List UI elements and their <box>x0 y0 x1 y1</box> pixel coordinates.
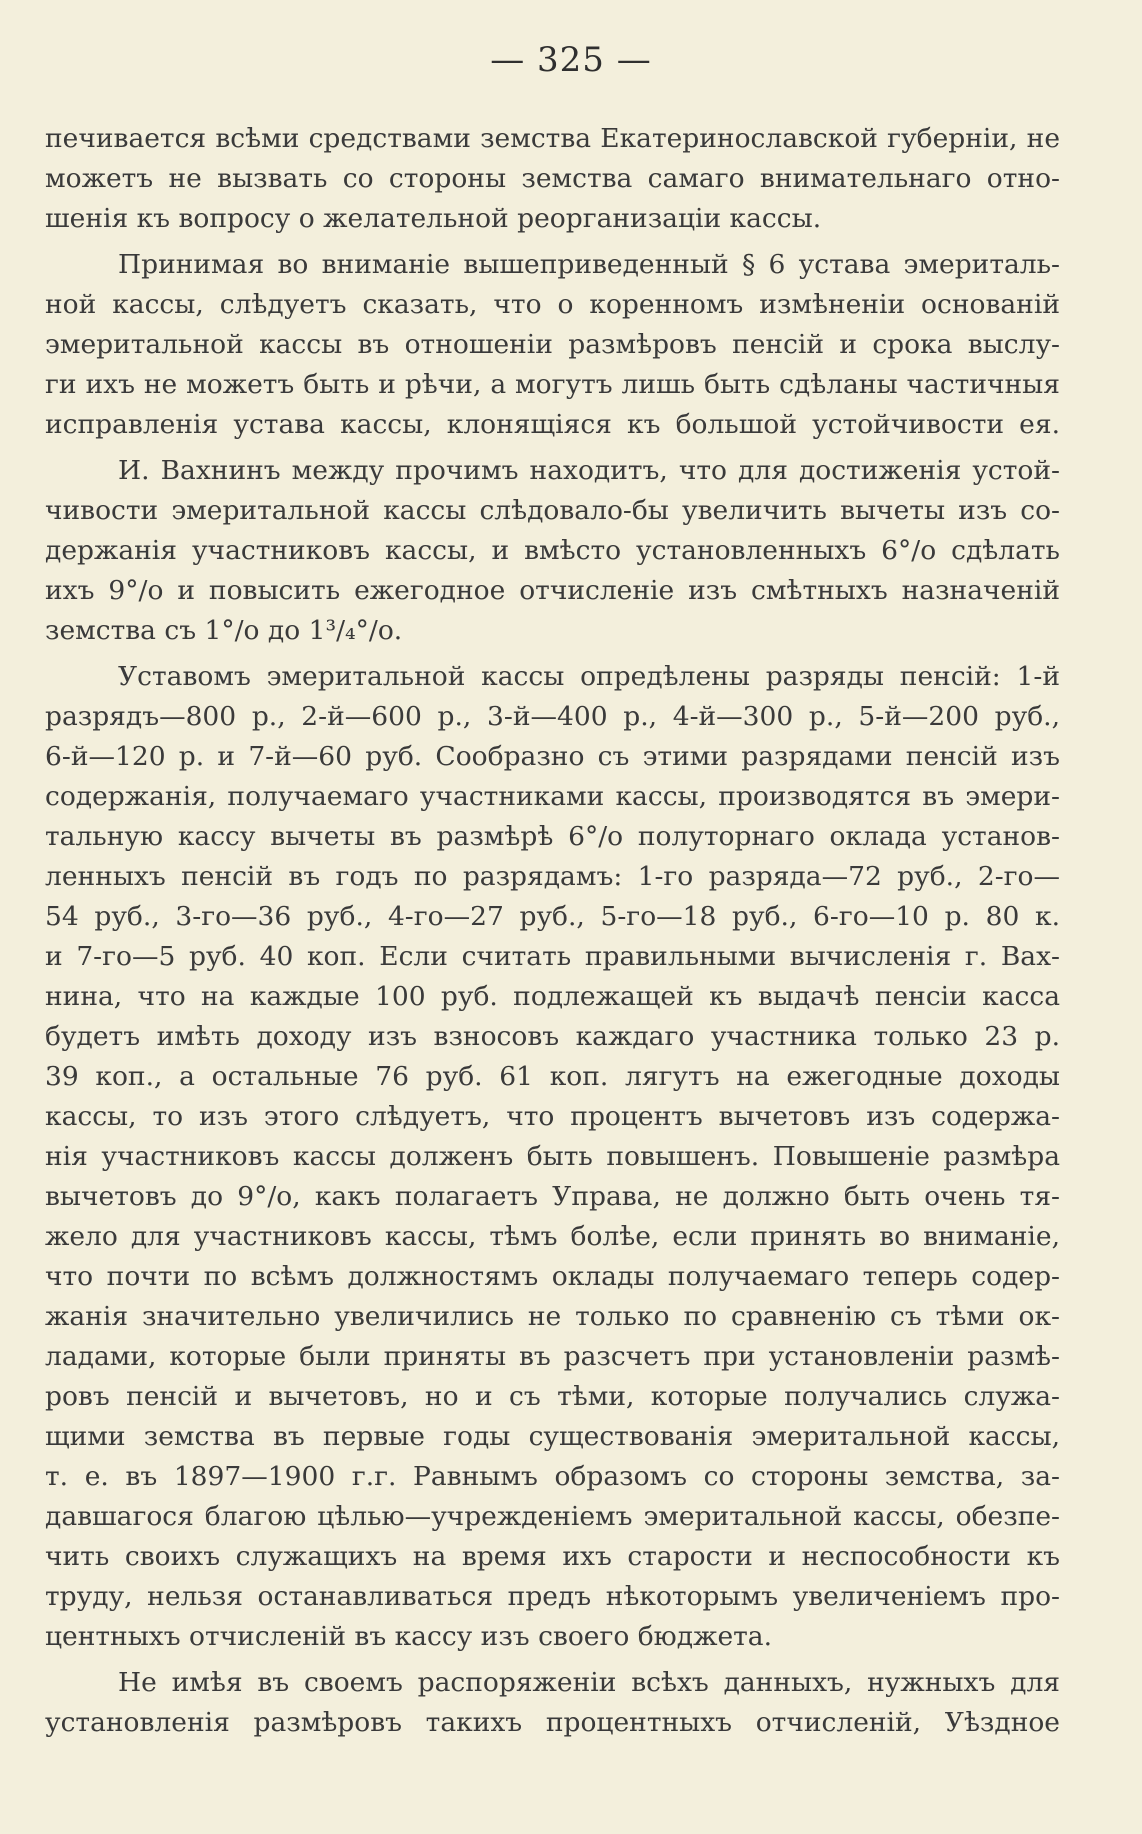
text-line: содержанія, получаемаго участниками кассы, производятся въ эмери- <box>45 781 1060 812</box>
text-line: ладами, которые были приняты въ разсчетъ при установленіи размѣ- <box>45 1341 1060 1372</box>
text-line: что почти по всѣмъ должностямъ оклады получаемаго теперь содер- <box>45 1261 1060 1292</box>
text-line: ги ихъ не можетъ быть и рѣчи, а могутъ лишь быть сдѣланы частичныя <box>45 369 1060 400</box>
text-line: вычетовъ до 9°/о, какъ полагаетъ Управа, не должно быть очень тя- <box>45 1181 1060 1212</box>
text-line: щими земства въ первые годы существованія эмеритальной кассы, <box>45 1421 1060 1452</box>
text-line: жанія значительно увеличились не только по сравненію съ тѣми ок- <box>45 1301 1060 1332</box>
paragraph <box>45 451 1060 651</box>
paragraph <box>45 119 1060 239</box>
text-line: 6-й—120 р. и 7-й—60 руб. Сообразно съ этими разрядами пенсій изъ <box>45 741 1060 772</box>
text-line: чить своихъ служащихъ на время ихъ старости и неспособности къ <box>45 1541 1060 1572</box>
text-line: Уставомъ эмеритальной кассы опредѣлены разряды пенсій: 1-й <box>118 661 1060 692</box>
text-line: Принимая во вниманіе вышеприведенный § 6 устава эмериталь- <box>118 249 1060 280</box>
text-line: 54 руб., 3-го—36 руб., 4-го—27 руб., 5-го—18 руб., 6-го—10 р. 80 к. <box>45 901 1060 932</box>
paragraph <box>45 657 1060 1657</box>
text-line: можетъ не вызвать со стороны земства самаго внимательнаго отно- <box>45 163 1060 194</box>
text-line: труду, нельзя останавливаться предъ нѣкоторымъ увеличеніемъ про- <box>45 1581 1060 1612</box>
text-line: тальную кассу вычеты въ размѣрѣ 6°/о полуторнаго оклада установ- <box>45 821 1060 852</box>
text-line: будетъ имѣть доходу изъ взносовъ каждаго участника только 23 р. <box>45 1021 1060 1052</box>
page-number: — 325 — <box>490 40 652 80</box>
text-line: шенія къ вопросу о желательной реорганизаціи кассы. <box>45 203 822 234</box>
text-line: т. е. въ 1897—1900 г.г. Равнымъ образомъ со стороны земства, за- <box>45 1461 1060 1492</box>
text-line: И. Вахнинъ между прочимъ находитъ, что для достиженія устой- <box>118 455 1060 486</box>
text-line: ихъ 9°/о и повысить ежегодное отчисленіе изъ смѣтныхъ назначеній <box>45 575 1060 606</box>
text-line: и 7-го—5 руб. 40 коп. Если считать правильными вычисленія г. Вах- <box>45 941 1060 972</box>
text-line: держанія участниковъ кассы, и вмѣсто установленныхъ 6°/о сдѣлать <box>45 535 1060 566</box>
text-line: разрядъ—800 р., 2-й—600 р., 3-й—400 р., 4-й—300 р., 5-й—200 руб., <box>45 701 1060 732</box>
paragraph <box>45 1663 1060 1743</box>
text-line: Не имѣя въ своемъ распоряженіи всѣхъ данныхъ, нужныхъ для <box>118 1667 1060 1698</box>
text-line: ной кассы, слѣдуетъ сказать, что о коренномъ измѣненіи основаній <box>45 289 1060 320</box>
text-line: жело для участниковъ кассы, тѣмъ болѣе, если принять во вниманіе, <box>45 1221 1060 1252</box>
text-line: нія участниковъ кассы долженъ быть повышенъ. Повышеніе размѣра <box>45 1141 1060 1172</box>
text-line: давшагося благою цѣлью—учрежденіемъ эмеритальной кассы, обезпе- <box>45 1501 1060 1532</box>
text-line: нина, что на каждые 100 руб. подлежащей къ выдачѣ пенсіи касса <box>45 981 1060 1012</box>
text-line: 39 коп., а остальные 76 руб. 61 коп. лягутъ на ежегодные доходы <box>45 1061 1060 1092</box>
text-line: установленія размѣровъ такихъ процентныхъ отчисленій, Уѣздное <box>45 1707 1060 1738</box>
text-line: эмеритальной кассы въ отношеніи размѣровъ пенсій и срока выслу- <box>45 329 1060 360</box>
text-line: земства съ 1°/о до 1³/₄°/о. <box>45 615 403 646</box>
paragraph <box>45 245 1060 445</box>
body-text <box>45 119 1060 1743</box>
text-line: чивости эмеритальной кассы слѣдовало-бы увеличить вычеты изъ со- <box>45 495 1060 526</box>
text-line: печивается всѣми средствами земства Екатеринославской губерніи, не <box>45 123 1060 154</box>
text-line: ровъ пенсій и вычетовъ, но и съ тѣми, которые получались служа- <box>45 1381 1060 1412</box>
text-line: кассы, то изъ этого слѣдуетъ, что процентъ вычетовъ изъ содержа- <box>45 1101 1060 1132</box>
text-line: ленныхъ пенсій въ годъ по разрядамъ: 1-го разряда—72 руб., 2-го— <box>45 861 1060 892</box>
text-line: центныхъ отчисленій въ кассу изъ своего бюджета. <box>45 1621 773 1652</box>
text-line: исправленія устава кассы, клонящіяся къ большой устойчивости ея. <box>45 409 1060 440</box>
